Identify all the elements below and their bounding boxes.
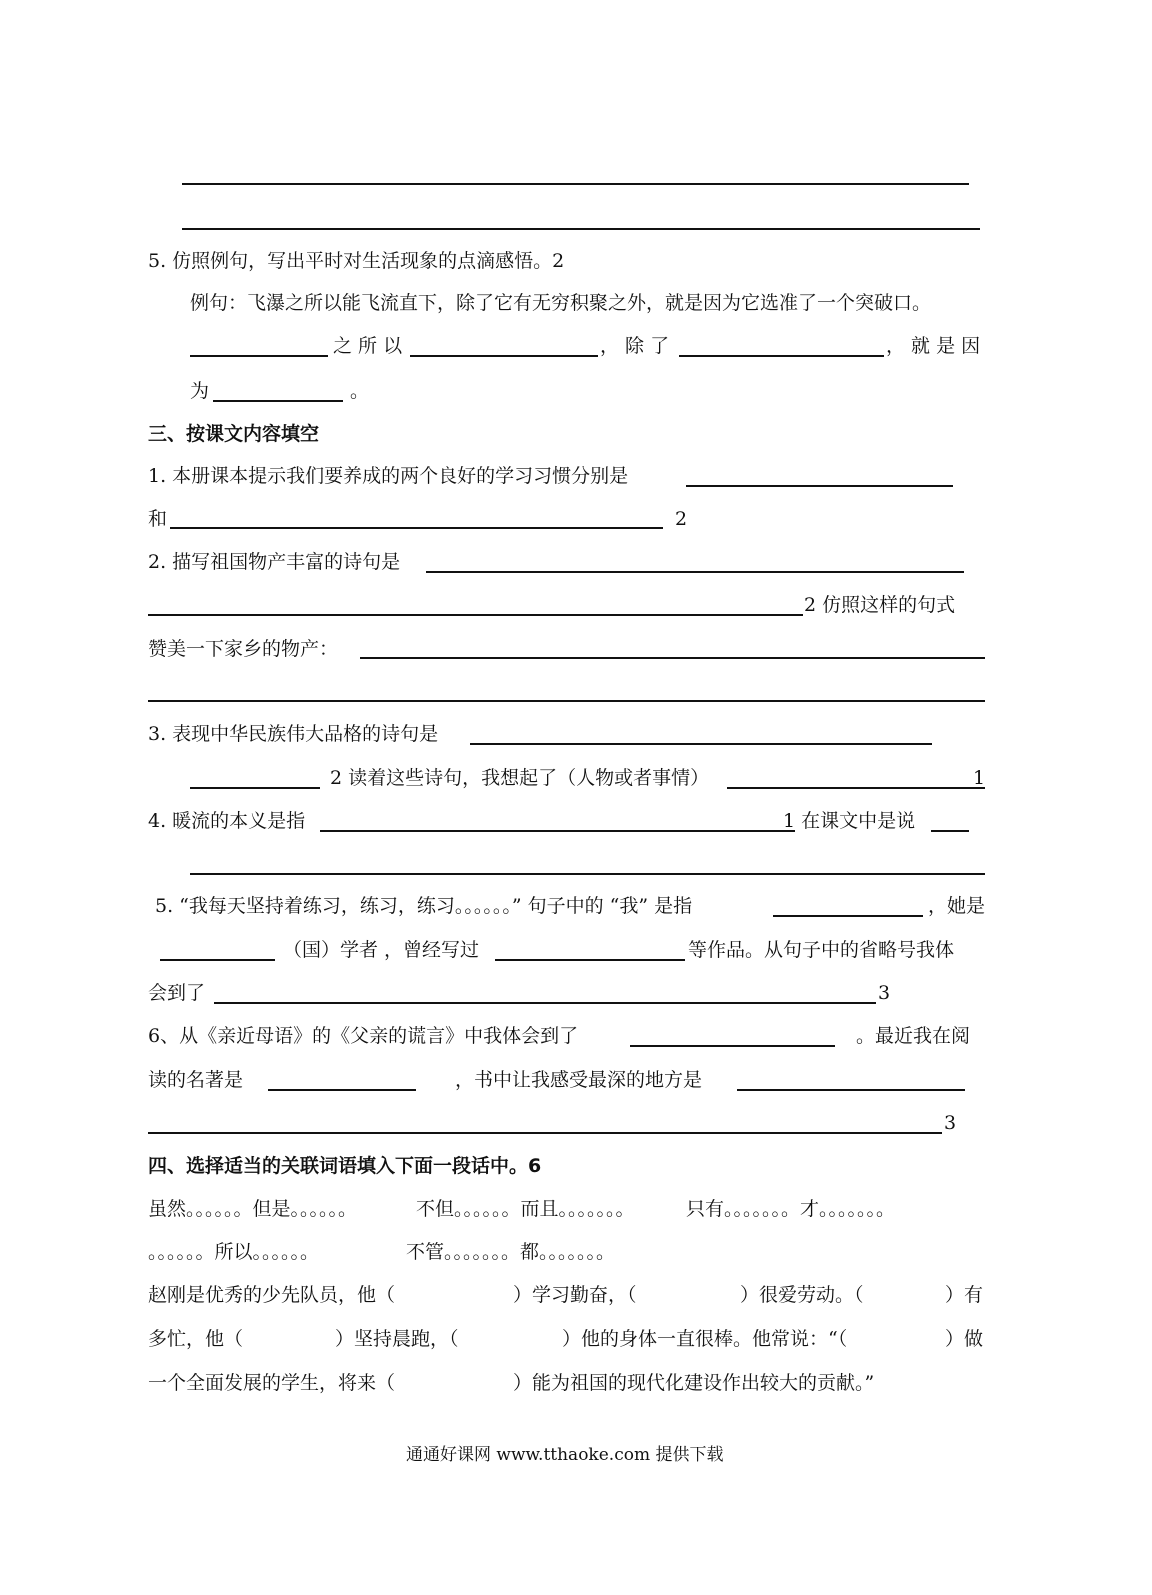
paragraph-fragment: ）学习勤奋，（ bbox=[513, 1284, 637, 1306]
question-6-text: 6、从《亲近母语》的《父亲的谎言》中我体会到了 bbox=[148, 1025, 579, 1047]
conjunction-option: 。。。。。。所以。。。。。。 bbox=[148, 1241, 320, 1263]
blank[interactable] bbox=[470, 743, 932, 745]
question-5-text: 5. “我每天坚持着练习，练习，练习。。。。。。” 句子中的 “我” 是指 bbox=[155, 895, 693, 917]
sentence-fragment: 之 所 以 bbox=[333, 335, 403, 357]
section-3-heading: 三、按课文内容填空 bbox=[148, 423, 320, 445]
question-2-instruction: 2 仿照这样的句式 bbox=[804, 594, 956, 616]
question-4-followup: 1 在课文中是说 bbox=[783, 810, 916, 832]
blank[interactable] bbox=[679, 355, 884, 357]
score: 3 bbox=[944, 1112, 957, 1134]
paragraph-fragment: 赵刚是优秀的少先队员，他（ bbox=[148, 1284, 396, 1306]
question-1-and: 和 bbox=[148, 508, 168, 530]
blank[interactable] bbox=[190, 873, 985, 875]
blank[interactable] bbox=[320, 830, 795, 832]
blank[interactable] bbox=[630, 1045, 835, 1047]
blank[interactable] bbox=[214, 1002, 876, 1004]
paragraph-fragment: ）坚持晨跑，（ bbox=[335, 1328, 459, 1350]
blank[interactable] bbox=[495, 959, 685, 961]
paragraph-fragment: ）很爱劳动。（ bbox=[740, 1284, 864, 1306]
question-5-works: 等作品。从句子中的省略号我体 bbox=[688, 939, 955, 961]
blank[interactable] bbox=[727, 787, 985, 789]
blank[interactable] bbox=[148, 700, 985, 702]
paragraph-fragment: ）他的身体一直很棒。他常说：“（ bbox=[562, 1328, 848, 1350]
sentence-fragment: ， 就 是 因 bbox=[886, 335, 981, 357]
blank[interactable] bbox=[170, 527, 663, 529]
answer-line[interactable] bbox=[182, 228, 980, 230]
answer-line[interactable] bbox=[182, 183, 969, 185]
blank[interactable] bbox=[737, 1089, 965, 1091]
question-2-text: 2. 描写祖国物产丰富的诗句是 bbox=[148, 551, 401, 573]
blank[interactable] bbox=[773, 915, 923, 917]
blank[interactable] bbox=[931, 830, 969, 832]
blank[interactable] bbox=[360, 657, 985, 659]
question-6-feeling: ，书中让我感受最深的地方是 bbox=[455, 1069, 703, 1091]
blank[interactable] bbox=[213, 400, 343, 402]
question-1-text: 1. 本册课本提示我们要养成的两个良好的学习习惯分别是 bbox=[148, 465, 629, 487]
question-6-tail: 。最近我在阅 bbox=[856, 1025, 971, 1047]
blank[interactable] bbox=[268, 1089, 416, 1091]
blank[interactable] bbox=[160, 959, 275, 961]
conjunction-option: 不但。。。。。。而且。。。。。。。 bbox=[416, 1198, 635, 1220]
sentence-fragment: 。 bbox=[350, 380, 370, 402]
blank[interactable] bbox=[148, 614, 803, 616]
question-5-scholar: （国）学者 ，曾经写过 bbox=[283, 939, 480, 961]
score: 2 bbox=[675, 508, 688, 530]
blank[interactable] bbox=[686, 485, 953, 487]
question-4-text: 4. 暖流的本义是指 bbox=[148, 810, 306, 832]
footer: 通通好课网 www.tthaoke.com 提供下载 bbox=[406, 1445, 724, 1465]
conjunction-option: 只有。。。。。。。才。。。。。。。 bbox=[686, 1198, 896, 1220]
score: 1 bbox=[973, 767, 986, 789]
section-4-heading: 四、选择适当的关联词语填入下面一段话中。6 bbox=[148, 1155, 542, 1177]
question-2-prompt: 赞美一下家乡的物产： bbox=[148, 638, 339, 660]
paragraph-fragment: 多忙，他（ bbox=[148, 1328, 244, 1350]
blank[interactable] bbox=[190, 355, 328, 357]
question-6-book: 读的名著是 bbox=[148, 1069, 244, 1091]
blank[interactable] bbox=[190, 787, 320, 789]
score: 3 bbox=[878, 982, 891, 1004]
question-5-tail: ，她是 bbox=[928, 895, 986, 917]
conjunction-option: 不管。。。。。。。都。。。。。。。 bbox=[406, 1241, 616, 1263]
conjunction-option: 虽然。。。。。。但是。。。。。。 bbox=[148, 1198, 358, 1220]
sentence-fragment: ， 除 了 bbox=[600, 335, 670, 357]
paragraph-fragment: 一个全面发展的学生，将来（ bbox=[148, 1372, 396, 1394]
sentence-fragment: 为 bbox=[190, 380, 210, 402]
question-5-realize: 会到了 bbox=[148, 982, 206, 1004]
paragraph-fragment: ）有 bbox=[945, 1284, 984, 1306]
example-sentence: 例句：飞瀑之所以能飞流直下，除了它有无穷积聚之外，就是因为它选准了一个突破口。 bbox=[190, 292, 932, 314]
blank[interactable] bbox=[426, 571, 964, 573]
question-5-title: 5. 仿照例句，写出平时对生活现象的点滴感悟。2 bbox=[148, 250, 565, 272]
blank[interactable] bbox=[410, 355, 598, 357]
paragraph-fragment: ）做 bbox=[945, 1328, 984, 1350]
blank[interactable] bbox=[148, 1132, 942, 1134]
paragraph-fragment: ）能为祖国的现代化建设作出较大的贡献。” bbox=[513, 1372, 875, 1394]
question-3-text: 3. 表现中华民族伟大品格的诗句是 bbox=[148, 723, 439, 745]
question-3-followup: 2 读着这些诗句，我想起了（人物或者事情） bbox=[330, 767, 710, 789]
